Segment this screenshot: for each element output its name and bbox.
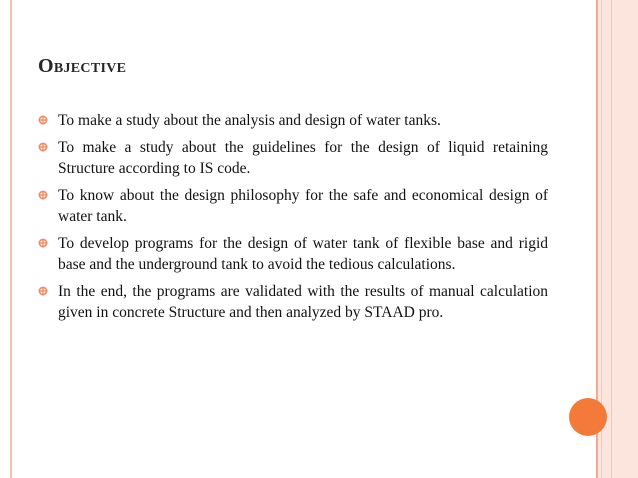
bullet-text: In the end, the programs are validated with the results of manual calculation given in concrete Structure and then analyzed by STAAD pro.: [58, 283, 548, 321]
bullet-text: To make a study about the analysis and design of water tanks.: [58, 112, 441, 129]
bullet-icon: [38, 190, 48, 200]
left-border-line: [10, 0, 12, 478]
bullet-item: [38, 233, 548, 275]
bullet-item: [38, 110, 548, 131]
slide-title: Objective: [38, 55, 127, 77]
bullet-list: [38, 110, 548, 329]
accent-circle: [569, 398, 607, 436]
right-border-line: [611, 0, 612, 478]
bullet-icon: [38, 142, 48, 152]
bullet-text: To make a study about the guidelines for the design of liquid retaining Structure according to IS code.: [58, 139, 548, 177]
bullet-item: [38, 137, 548, 179]
bullet-icon: [38, 238, 48, 248]
bullet-item: [38, 281, 548, 323]
bullet-item: [38, 185, 548, 227]
bullet-icon: [38, 115, 48, 125]
bullet-text: To develop programs for the design of water tank of flexible base and rigid base and the underground tank to avoid the tedious calculations.: [58, 235, 548, 273]
bullet-icon: [38, 286, 48, 296]
bullet-text: To know about the design philosophy for the safe and economical design of water tank.: [58, 187, 548, 225]
